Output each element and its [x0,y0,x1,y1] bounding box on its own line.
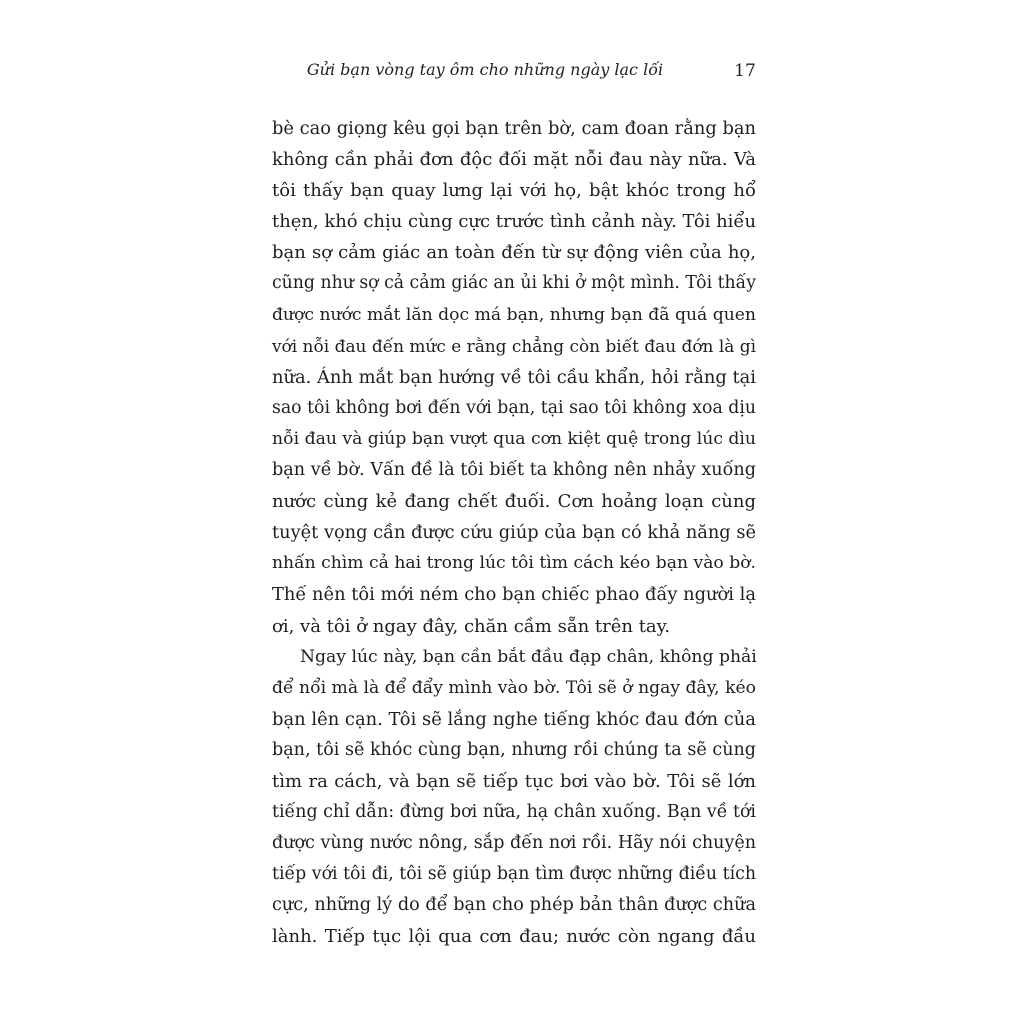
text-line: được nước mắt lăn dọc má bạn, nhưng bạn đã quá quen [272,304,756,325]
running-title: Gửi bạn vòng tay ôm cho những ngày lạc lối [306,60,664,79]
text-line: bạn sợ cảm giác an toàn đến từ sự động viên của họ, [272,242,756,264]
text-line: để nổi mà là để đẩy mình vào bờ. Tôi sẽ ở ngay đây, kéo [272,677,756,698]
text-line: tiếp với tôi đi, tôi sẽ giúp bạn tìm được những điều tích [272,864,756,885]
text-line: nước cùng kẻ đang chết đuối. Cơn hoảng loạn cùng [272,491,756,513]
text-line: với nỗi đau đến mức e rằng chẳng còn biết đau đớn là gì [272,335,756,356]
text-line: ơi, và tôi ở ngay đây, chăn cầm sẵn trên tay. [272,615,671,637]
text-line: tìm ra cách, và bạn sẽ tiếp tục bơi vào bờ. Tôi sẽ lớn [272,770,756,792]
text-line: bạn, tôi sẽ khóc cùng bạn, nhưng rồi chúng ta sẽ cùng [272,739,756,760]
text-line: bè cao giọng kêu gọi bạn trên bờ, cam đoan rằng bạn [272,118,756,139]
text-line: không cần phải đơn độc đối mặt nỗi đau này nữa. Và [272,149,756,171]
text-line: cũng như sợ cả cảm giác an ủi khi ở một mình. Tôi thấy [272,273,756,294]
text-line: tuyệt vọng cần được cứu giúp của bạn có khả năng sẽ [272,522,756,544]
body-text [272,113,756,953]
text-line: bạn về bờ. Vấn đề là tôi biết ta không nên nhảy xuống [272,460,756,481]
text-line: tôi thấy bạn quay lưng lại với họ, bật khóc trong hổ [272,180,756,202]
text-line: bạn lên cạn. Tôi sẽ lắng nghe tiếng khóc đau đớn của [272,708,756,730]
text-line: nỗi đau và giúp bạn vượt qua cơn kiệt quệ trong lúc dìu [272,428,756,449]
text-line: được vùng nước nông, sắp đến nơi rồi. Hãy nói chuyện [272,833,756,854]
text-line: thẹn, khó chịu cùng cực trước tình cảnh này. Tôi hiểu [272,211,756,233]
text-line: nhấn chìm cả hai trong lúc tôi tìm cách kéo bạn vào bờ. [272,553,756,574]
text-line: Thế nên tôi mới ném cho bạn chiếc phao đấy người lạ [272,584,756,606]
paragraph-1 [272,113,756,642]
text-line: cực, những lý do để bạn cho phép bản thân được chữa [272,895,756,916]
text-line: lành. Tiếp tục lội qua cơn đau; nước còn ngang đầu [272,926,756,948]
paragraph-2 [272,642,756,953]
text-line: nữa. Ánh mắt bạn hướng về tôi cầu khẩn, hỏi rằng tại [272,366,756,388]
text-line: tiếng chỉ dẫn: đừng bơi nữa, hạ chân xuống. Bạn về tới [272,802,756,823]
page-number: 17 [734,61,756,81]
text-line: Ngay lúc này, bạn cần bắt đầu đạp chân, không phải [300,646,757,667]
text-line: sao tôi không bơi đến với bạn, tại sao tôi không xoa dịu [272,397,756,418]
